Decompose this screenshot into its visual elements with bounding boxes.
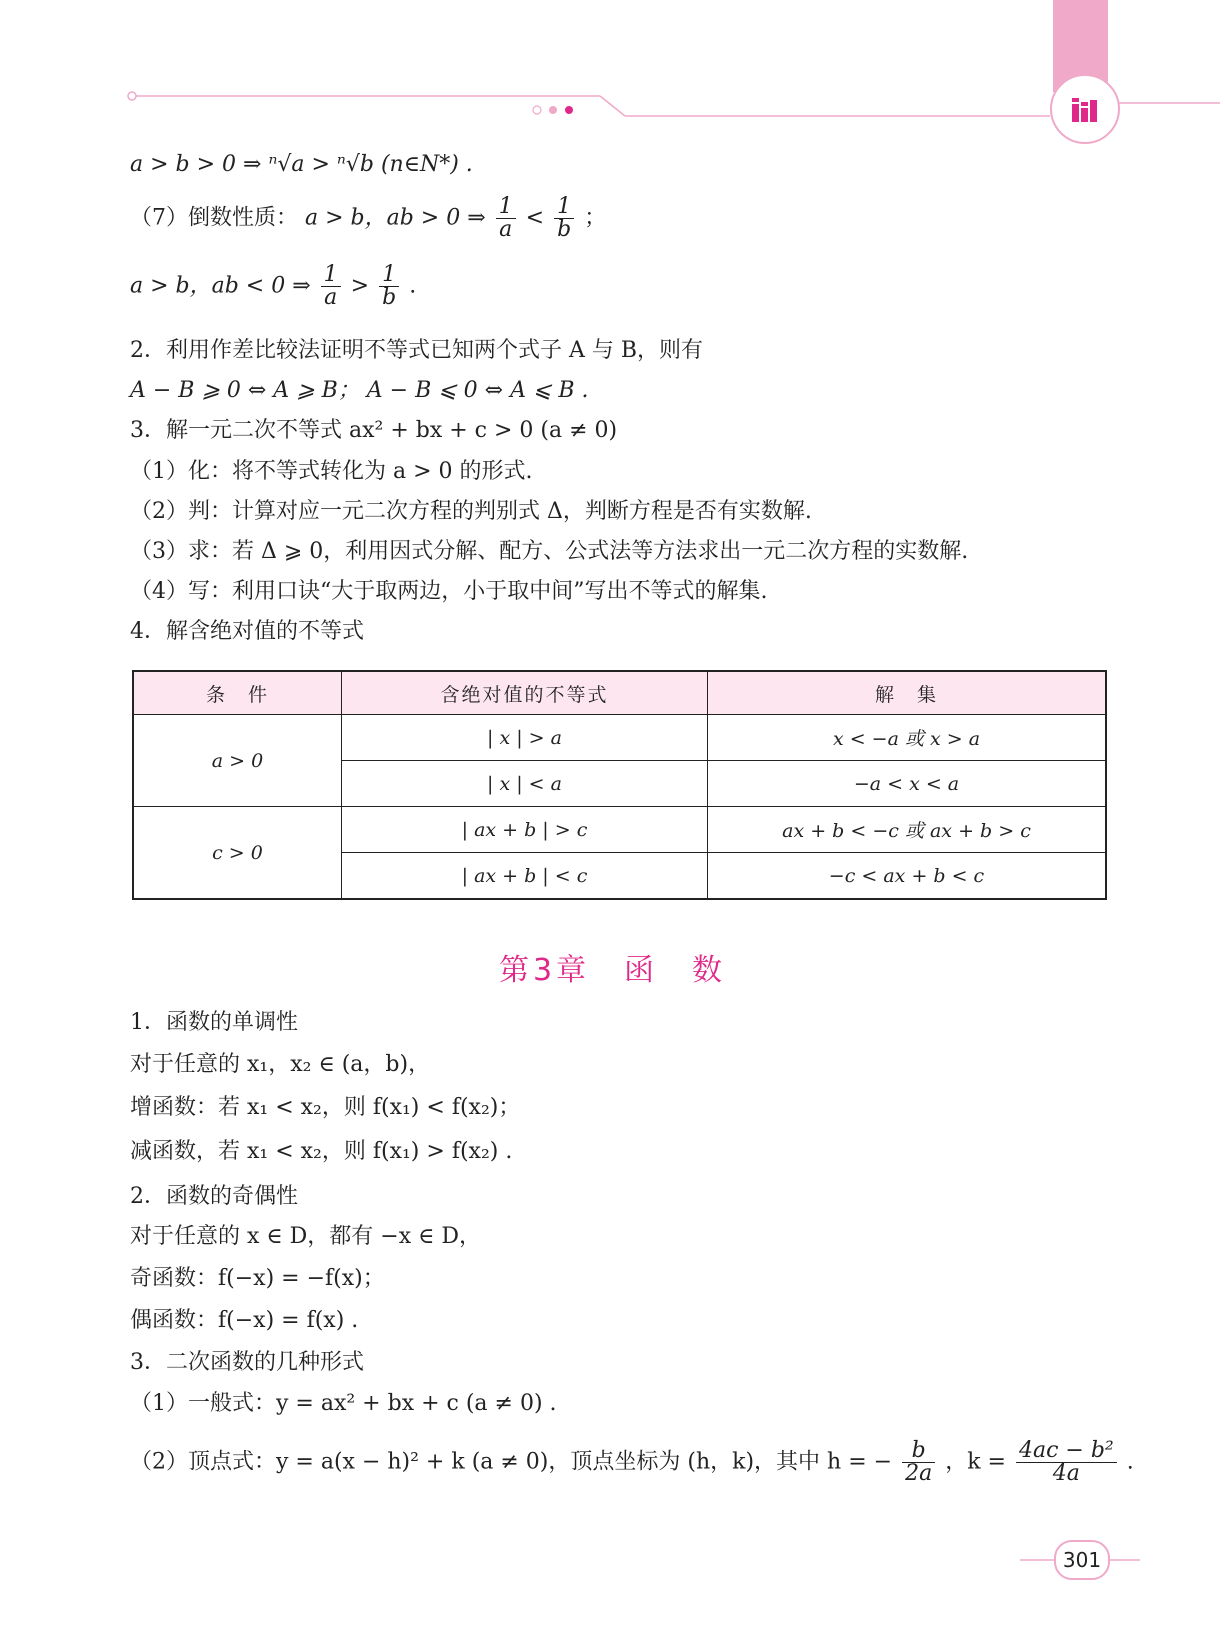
even-function-line: 偶函数：f(−x) = f(x) . xyxy=(130,1308,359,1333)
parity-domain-line: 对于任意的 x ∈ D，都有 −x ∈ D， xyxy=(130,1224,482,1249)
inequality-cell: | x | > a xyxy=(342,715,708,761)
reciprocal-cond: a > b，ab > 0 ⇒ xyxy=(305,205,486,231)
monotonic-domain-line: 对于任意的 x₁，x₂ ∈ (a，b)， xyxy=(130,1052,431,1077)
vertex-form-text: （2）顶点式：y = a(x − h)² + k (a ≠ 0)，顶点坐标为 (h，k)，其中 h = − xyxy=(130,1449,893,1475)
lt-sign: < xyxy=(525,205,545,231)
function-section-3: 3．二次函数的几种形式 xyxy=(130,1350,364,1375)
frac-num: 1 xyxy=(321,264,341,287)
decreasing-function-line: 减函数，若 x₁ < x₂，则 f(x₁) > f(x₂) . xyxy=(130,1139,513,1164)
odd-function-line: 奇函数：f(−x) = −f(x)； xyxy=(130,1266,385,1291)
reciprocal-label: （7）倒数性质： xyxy=(130,205,298,231)
header-solution-set: 解 集 xyxy=(708,671,1107,715)
step-1-line: （1）化：将不等式转化为 a > 0 的形式. xyxy=(130,459,533,484)
section-heading-2: 2．利用作差比较法证明不等式已知两个式子 A 与 B，则有 xyxy=(130,338,704,363)
section-heading-3: 3．解一元二次不等式 ax² + bx + c > 0 (a ≠ 0) xyxy=(130,418,618,443)
frac-num: 1 xyxy=(554,196,574,219)
increasing-function-line: 增函数：若 x₁ < x₂，则 f(x₁) < f(x₂)； xyxy=(130,1095,521,1120)
k-label: ，k = xyxy=(945,1449,1006,1475)
frac-den: 2a xyxy=(905,1461,933,1486)
chapter-title: 第3章 函 数 xyxy=(498,953,727,988)
frac-den: a xyxy=(499,217,513,242)
gt-sign: > xyxy=(350,273,370,299)
header-condition: 条 件 xyxy=(133,671,342,715)
solution-cell: x < −a 或 x > a xyxy=(708,715,1107,761)
semicolon: ； xyxy=(584,205,607,231)
solution-cell: −a < x < a xyxy=(708,761,1107,807)
frac-num: b xyxy=(902,1440,935,1463)
general-form-line: （1）一般式：y = ax² + bx + c (a ≠ 0) . xyxy=(130,1391,557,1416)
frac-num: 4ac − b² xyxy=(1016,1440,1117,1463)
page-number: 301 xyxy=(1054,1540,1110,1580)
period: . xyxy=(409,273,417,299)
step-4-line: （4）写：利用口诀“大于取两边，小于取中间”写出不等式的解集. xyxy=(130,579,768,604)
condition-cell: a > 0 xyxy=(133,715,342,807)
header-inequality: 含绝对值的不等式 xyxy=(342,671,708,715)
frac-den: b xyxy=(382,285,397,310)
frac-den: b xyxy=(557,217,572,242)
function-section-2: 2．函数的奇偶性 xyxy=(130,1184,298,1209)
condition-cell: c > 0 xyxy=(133,807,342,900)
solution-cell: ax + b < −c 或 ax + b > c xyxy=(708,807,1107,853)
section-heading-4: 4．解含绝对值的不等式 xyxy=(130,619,364,644)
frac-num: 1 xyxy=(379,264,399,287)
frac-num: 1 xyxy=(496,196,516,219)
inequality-cell: | ax + b | > c xyxy=(342,807,708,853)
difference-comparison-line: A − B ⩾ 0 ⇔ A ⩾ B； A − B ⩽ 0 ⇔ A ⩽ B . xyxy=(130,378,589,403)
reciprocal-cond-2: a > b，ab < 0 ⇒ xyxy=(130,273,311,299)
inequality-cell: | x | < a xyxy=(342,761,708,807)
solution-cell: −c < ax + b < c xyxy=(708,853,1107,900)
step-2-line: （2）判：计算对应一元二次方程的判别式 Δ，判断方程是否有实数解. xyxy=(130,499,812,524)
period: . xyxy=(1126,1449,1134,1475)
step-3-line: （3）求：若 Δ ⩾ 0，利用因式分解、配方、公式法等方法求出一元二次方程的实数解. xyxy=(130,539,969,564)
root-property-line: a > b > 0 ⇒ ⁿ√a > ⁿ√b (n∈N*) . xyxy=(130,152,473,177)
frac-den: a xyxy=(324,285,338,310)
function-section-1: 1．函数的单调性 xyxy=(130,1010,298,1035)
frac-den: 4a xyxy=(1052,1461,1080,1486)
inequality-cell: | ax + b | < c xyxy=(342,853,708,900)
